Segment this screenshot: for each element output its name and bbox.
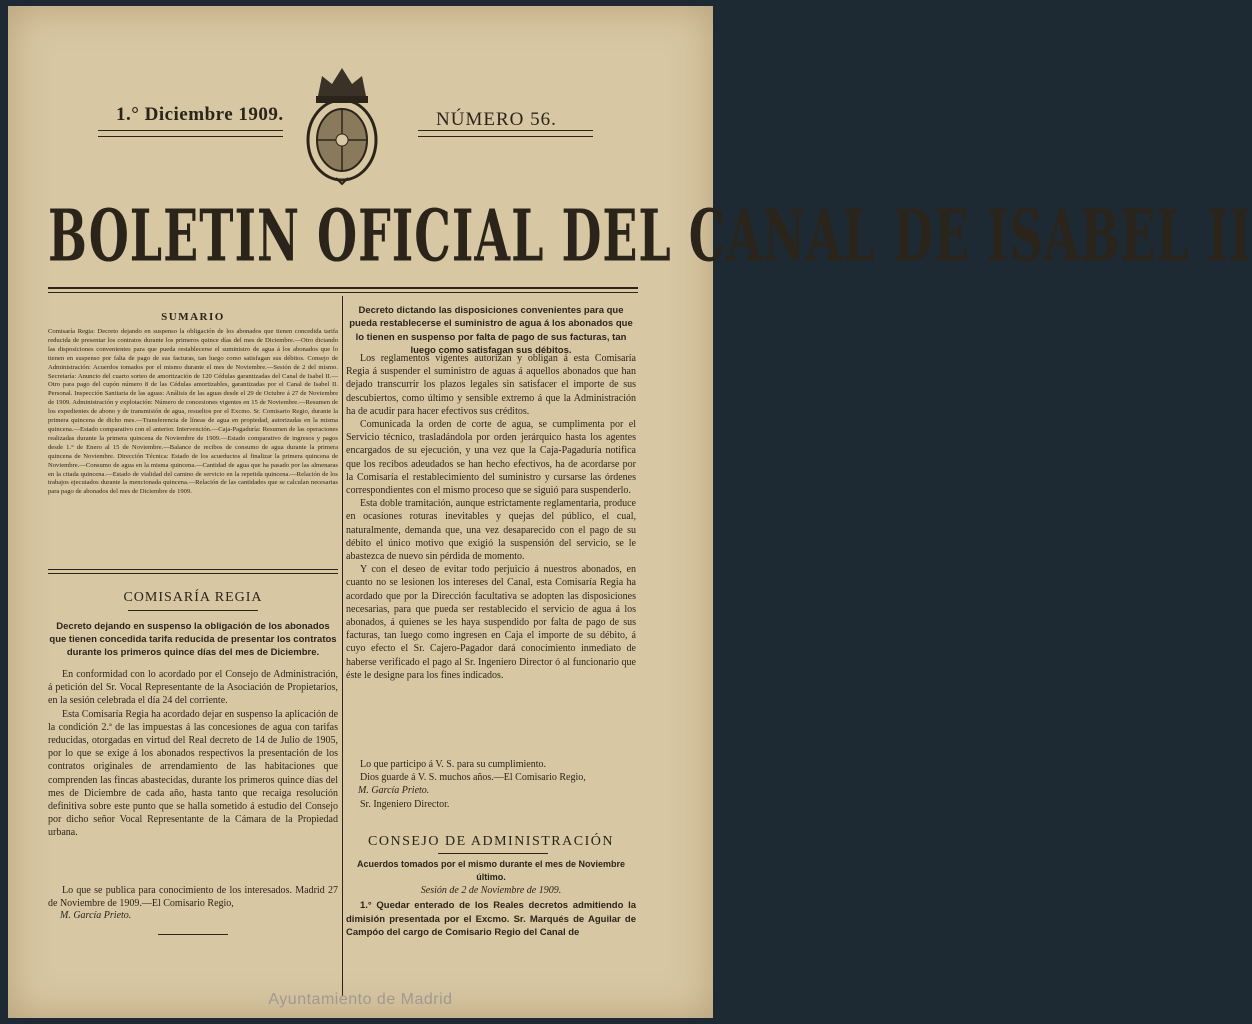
decree-paragraph-4: Y con el deseo de evitar todo perjuicio á nuestros abonados, en cuanto no se lesionen los intereses del Canal, esta Comisaría Regia ha acordado que por la Dirección facultativa se adopten las disposiciones necesarias, para que pueda ser restablecido el servicio de agua á los abonados, á quienes se les haya suspendido por falta de pago de sus facturas, tan luego como ingresen en Caja el importe de su débito, á cuyo efecto el Sr. Cajero-Pagador dará conocimiento inmediato de haberse verificado el pago al Sr. Ingeniero Director ó al funcionario que éste le designe para los fines indicados. [346, 564, 636, 681]
comisaria-paragraph-2: Esta Comisaría Regia ha acordado dejar en suspenso la aplicación de la condición 2.ª de las impuestas á las concesiones de agua con tarifas reducidas, otorgadas en virtud del Real decreto de 14 de Julio de 1905, por lo que se exige á los abonados respectivos la presentación de los contratos originales de arrendamiento de las habitaciones que comprenden las fincas abastecidas, durante los primeros quince días del mes de Diciembre de cada año, hasta tanto que recaiga resolución definitiva sobre este punto que se halla sometido á estudio del Consejo por dicho señor Vocal Representante de la Cámara de la Propiedad urbana. [48, 708, 339, 839]
decree-body [346, 352, 636, 764]
watermark-text: Ayuntamiento de Madrid [268, 991, 453, 1008]
decree-signature: M. García Prieto. [358, 785, 430, 797]
number-rule-2 [418, 136, 593, 137]
comisaria-signature: M. García Prieto. [60, 910, 132, 921]
masthead-rule [48, 287, 638, 289]
sumario-text: Comisaría Regia: Decreto dejando en suspenso la obligación de los abonados que tienen concedida tarifa reducida de presentar los contratos durante los primeros quince días del mes de Diciembre.—Otro dictando las disposiciones convenientes para que pueda restablecerse el suministro de agua á los abonados que lo tienen en suspenso por falta de pago de sus facturas, tan luego como satisfagan sus débitos. Consejo de Administración: Acuerdos tomados por el mismo durante el mes de Noviembre.—Sesión de 2 del mismo. Secretaría: Anuncio del cuarto sorteo de amortización de 120 Cédulas garantizadas del Canal de Isabel II.—Otro para pago del cupón número 8 de las Cédulas amortizables, garantizadas por el Canal de Isabel II. Personal. Inspección Sanitaria de las aguas: Análisis de las aguas desde el 29 de Octubre á 27 de Noviembre de 1909. Administración y explotación: Número de concesiones vigentes en 15 de Noviembre.—Resumen de los expedientes de abono y de transmisión de agua, resueltos por el Excmo. Sr. Comisario Regio, durante la primera quincena de dicho mes.—Transferencia de líneas de agua en propiedad, autorizadas en la misma quincena.—Estado comparativo con el anterior. Intervención.—Caja-Pagaduría: Resumen de las operaciones realizadas durante la primera quincena de Noviembre de 1909.—Estado comparativo de ingresos y pagos desde 1.° de Enero al 15 de Noviembre.—Balance de recibos de consumo de agua durante la primera quincena de Noviembre. Dirección Técnica: Estado de los acueductos al finalizar la primera quincena de Noviembre.—Consumo de agua en la misma quincena.—Cantidad de agua que ha pasado por las almenaras en la citada quincena.—Estado de vialidad del camino de servicio en la repetida quincena.—Relación de los trabajos ejecutados durante la mencionada quincena.—Relación de las cantidades que se calculan necesarias para pago de abonados del mes de Diciembre de 1909. [48, 328, 338, 496]
date-rule [98, 130, 283, 131]
consejo-item-1-text: 1.° Quedar enterado de los Reales decretos admitiendo la dimisión presentada por el Excmo. Sr. Marqués de Aguilar de Campóo del cargo de Comisario Regio del Canal de [346, 900, 636, 938]
decree-paragraph-1: Los reglamentos vigentes autorizan y obligan á esta Comisaría Regia á suspender el suministro de aguas á aquellos abonados que han dejado transcurrir los plazos legales sin satisfacer el importe de sus descubiertos, como último y sensible extremo á que la Administración ha de acudir para hacer efectivos sus créditos. [346, 353, 636, 417]
sumario-rule-2 [48, 573, 338, 574]
decree-paragraph-3: Esta doble tramitación, aunque estrictamente reglamentaria, produce en ocasiones roturas inevitables y quejas del público, el cual, naturalmente, demanda que, una vez desaparecido con el pago de su débito el único motivo que exigió la suspensión del servicio, se le abastezca de nuevo sin pérdida de momento. [346, 498, 636, 563]
decree-addressee: Sr. Ingeniero Director. [360, 798, 450, 810]
comisaria-body [48, 668, 338, 884]
document-page [8, 6, 1252, 1018]
column-divider [342, 296, 343, 996]
consejo-rule [438, 853, 548, 854]
masthead-title: BOLETIN OFICIAL DEL CANAL DE ISABEL II [48, 193, 1252, 278]
decree-paragraph-6: Dios guarde á V. S. muchos años.—El Comisario Regio, [360, 772, 586, 784]
comisaria-paragraph-1: En conformidad con lo acordado por el Consejo de Administración, á petición del Sr. Vocal Representante de la Asociación de Propietarios, en la sesión celebrada el día 24 del corriente. [48, 669, 338, 707]
decree-paragraph-2: Comunicada la orden de corte de agua, se cumplimenta por el Servicio técnico, trasladándola por orden jerárquico hasta los agentes encargados de su ejecución, y una vez que la Caja-Pagaduría notifica que los recibos adeudados se han hecho efectivos, ha de acordarse por la Comisaría el restablecimiento del suministro y cursarse las órdenes correspondientes con el mismo proceso que se siguió para suspenderlo. [346, 419, 636, 497]
decree-title-suspension: Decreto dejando en suspenso la obligación de los abonados que tienen concedida tarifa reducida de presentar los contratos durante los primeros quince días del mes de Diciembre. [49, 621, 337, 658]
session-title: Sesión de 2 de Noviembre de 1909. [420, 885, 562, 896]
royal-crest-emblem [300, 62, 384, 186]
sumario-heading: SUMARIO [161, 311, 225, 323]
sumario-rule [48, 569, 338, 570]
number-rule [418, 130, 593, 131]
comisaria-heading: COMISARÍA REGIA [123, 590, 263, 605]
consejo-subtitle: Acuerdos tomados por el mismo durante el mes de Noviembre último. [356, 859, 626, 883]
comisaria-rule [128, 610, 258, 611]
consejo-heading: CONSEJO DE ADMINISTRACIÓN [368, 834, 614, 849]
consejo-item-1 [346, 899, 636, 941]
masthead-rule-2 [48, 292, 638, 293]
issue-number: NÚMERO 56. [436, 109, 557, 130]
issue-date: 1.° Diciembre 1909. [116, 104, 284, 125]
comisaria-paragraph-3: Lo que se publica para conocimiento de los interesados. Madrid 27 de Noviembre de 1909.—El Comisario Regio, [48, 885, 338, 910]
decree-title-restablecer: Decreto dictando las disposiciones convenientes para que pueda restablecerse el suministro de agua á los abonados que lo tienen en suspenso por falta de pago de sus facturas, tan luego como satisfagan sus débitos. [349, 305, 633, 357]
comisaria-end-rule [158, 934, 228, 935]
decree-closing [346, 758, 636, 818]
date-rule-2 [98, 136, 283, 137]
decree-paragraph-5: Lo que participo á V. S. para su cumplimiento. [360, 759, 546, 770]
